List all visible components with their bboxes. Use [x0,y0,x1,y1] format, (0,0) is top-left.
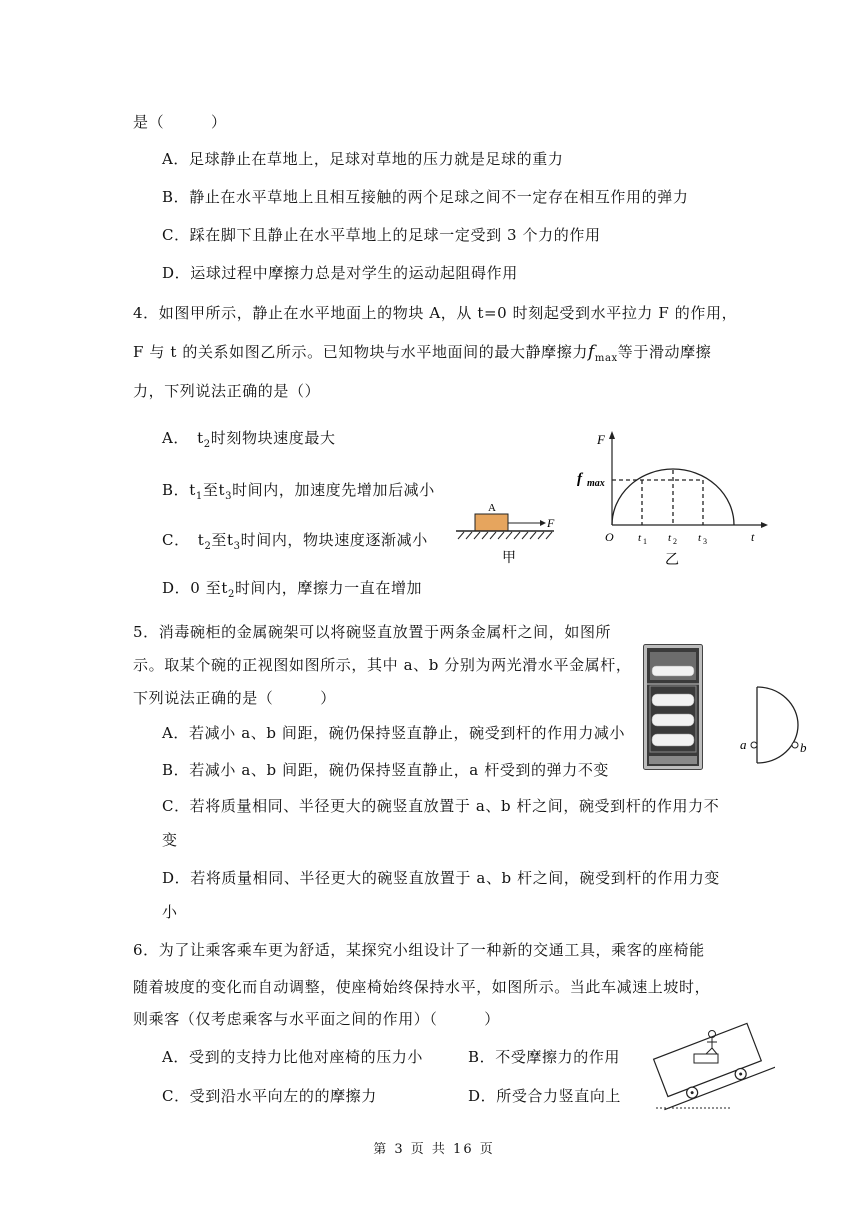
fmax-label: f [577,471,582,487]
bowl-arc [757,687,798,763]
block-label: A [488,502,496,514]
bowl-front-view [737,684,813,766]
ground-hatch [458,532,552,539]
origin-label: O [605,530,614,544]
slope-line [664,1065,775,1110]
svg-text:t: t [698,532,702,544]
q4-option-d: D．0 至$t_2$时间内，摩擦力一直在增加 [162,579,423,600]
svg-text:t: t [668,532,672,544]
t-axis-label: t [751,530,755,544]
q6-option-a: A．受到的支持力比他对座椅的压力小 [162,1048,424,1066]
q5-option-c-line2: 变 [162,831,178,849]
q5-stem-line3: 下列说法正确的是（ ） [133,689,336,707]
seat [694,1054,718,1063]
dashed-guides [612,470,703,525]
rod-b [792,742,798,748]
page-footer: 第 3 页 共 16 页 [373,1142,495,1157]
q5-option-b: B．若减小 a、b 间距，碗仍保持竖直静止，a 杆受到的弹力不变 [162,761,610,779]
q4-stem-line1: 4．如图甲所示，静止在水平地面上的物块 A，从 t=0 时刻起受到水平拉力 F 的作用， [133,304,738,322]
q6-stem-line2: 随着坡度的变化而自动调整，使座椅始终保持水平，如图所示。当此车减速上坡时， [133,978,711,996]
fmax-symbol: f [587,342,595,362]
svg-text:max: max [587,478,605,489]
vehicle-body [654,1023,762,1096]
q3-option-c: C．踩在脚下且静止在水平草地上的足球一定受到 3 个力的作用 [162,226,601,244]
svg-text:1: 1 [643,537,647,546]
q6-stem-line1: 6．为了让乘客乘车更为舒适，某探究小组设计了一种新的交通工具，乘客的座椅能 [133,941,705,959]
q3-option-d: D．运球过程中摩擦力总是对学生的运动起阻碍作用 [162,264,518,282]
figure-jia-caption: 甲 [502,550,516,566]
q4-stem-line3: 力，下列说法正确的是（） [133,382,321,400]
f-axis-label: F [597,432,605,447]
q5-stem-line1: 5．消毒碗柜的金属碗架可以将碗竖直放置于两条金属杆之间，如图所 [133,623,612,641]
q6-stem-line3: 则乘客（仅考虑乘客与水平面之间的作用）（ ） [133,1010,500,1028]
q4-stem-line2: F 与 t 的关系如图乙所示。已知物块与水平地面间的最大静摩擦力$f_{max}$等于滑动摩擦 [133,342,712,364]
force-label: F [547,516,555,530]
q5-option-d-line2: 小 [162,903,178,921]
q3-stem-tail: 是（ ） [133,113,227,131]
q4-option-c: C． $t_2$至$t_3$时间内，物块速度逐渐减小 [162,531,428,552]
q6-option-c: C．受到沿水平向左的的摩擦力 [162,1087,377,1105]
q6-option-b: B．不受摩擦力的作用 [468,1048,621,1066]
svg-text:3: 3 [703,537,707,546]
vehicle-on-slope [650,1017,775,1112]
svg-text:t: t [638,532,642,544]
q3-option-b: B．静止在水平草地上且相互接触的两个足球之间不一定存在相互作用的弹力 [162,188,689,206]
q5-stem-line2: 示。取某个碗的正视图如图所示，其中 a、b 分别为两光滑水平金属杆， [133,656,632,674]
q5-option-c-line1: C．若将质量相同、半径更大的碗竖直放置于 a、b 杆之间，碗受到杆的作用力不 [162,797,720,815]
q4-option-a: A． $t_2$时刻物块速度最大 [162,429,336,450]
q4-option-b: B．$t_1$至$t_3$时间内，加速度先增加后减小 [162,481,435,502]
rod-a [751,742,757,748]
figure-yi [575,425,770,575]
figure-jia [450,496,570,568]
q5-option-a: A．若减小 a、b 间距，碗仍保持竖直静止，碗受到杆的作用力减小 [162,724,626,742]
label-b: b [800,740,807,755]
figure-yi-caption: 乙 [665,552,679,568]
svg-text:2: 2 [673,537,677,546]
block-a [475,514,508,531]
q6-option-d: D．所受合力竖直向上 [468,1087,622,1105]
dish-cabinet-image [643,644,703,770]
q3-option-a: A．足球静止在草地上，足球对草地的压力就是足球的重力 [162,150,564,168]
q5-option-d-line1: D．若将质量相同、半径更大的碗竖直放置于 a、b 杆之间，碗受到杆的作用力变 [162,869,720,887]
label-a: a [740,737,747,752]
